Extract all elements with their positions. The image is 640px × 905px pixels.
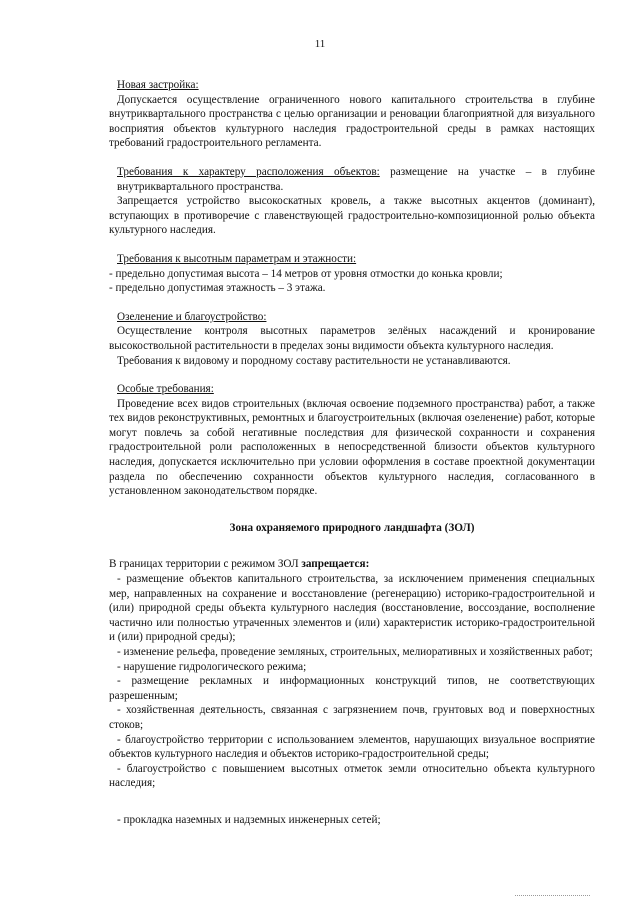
zone-intro (109, 557, 595, 572)
section-heading-height: Требования к высотным параметрам и этажности: (117, 252, 357, 265)
zone-item: - нарушение гидрологического режима; (117, 660, 307, 673)
section-text-location: Запрещается устройство высокоскатных кровель, а также высотных акцентов (доминант), вступающих в противоречие с главенствующей градостроительно-композиционной ролью объекта культурного наследия. (109, 195, 595, 237)
zone-item: - благоустройство с повышением высотных отметок земли относительно объекта культурного наследия; (109, 762, 595, 790)
section-heading-special: Особые требования: (117, 383, 214, 396)
section-heading-location-paragraph (109, 165, 595, 194)
zone-intro-bold: запрещается: (301, 558, 370, 571)
page-number: 11 (314, 38, 326, 50)
zone-item: - размещение рекламных и информационных конструкций типов, не соответствующих разрешенным; (109, 675, 595, 702)
page-content (109, 78, 595, 828)
zone-item: - изменение рельефа, проведение земляных, строительных, мелиоративных и хозяйственных работ; (117, 646, 593, 658)
section-text-landscaping-2: Требования к видовому и породному составу растительности не устанавливаются. (117, 354, 511, 367)
height-item: - предельно допустимая высота – 14 метров от уровня отмостки до конька кровли; (109, 267, 503, 280)
zone-item-last: - прокладка наземных и надземных инженерных сетей; (117, 813, 381, 826)
zone-title: Зона охраняемого природного ландшафта (ЗОЛ) (229, 521, 475, 534)
section-heading-location: Требования к характеру расположения объектов: (117, 165, 380, 178)
zone-intro-text: В границах территории с режимом ЗОЛ (109, 558, 302, 571)
zone-item: - размещение объектов капитального строительства, за исключением применения специальных мер, направленных на сохранение и восстановление (регенерацию) историко-градостроительной и (или) природной среды объекта культурного наследия (восстановление, воссоздание, восполнение частично или полностью утраченных элементов и (или) характеристик историко-градостроительной и (или) природной среды); (109, 573, 595, 644)
section-text-special: Проведение всех видов строительных (включая освоение подземного пространства) работ, а также тех видов реконструктивных, ремонтных и благоустроительных (включая озеленение) работ, которые могут повлечь за собой негативные последствия для физической сохранности и сохранения градостроительной роли расположенных в непосредственной близости объектов культурного наследия, допускается исключительно при условии оформления в составе проектной документации раздела по обеспечению сохранности объектов культурного наследия, согласованного в установленном законодательством порядке. (109, 397, 595, 498)
section-heading-location-rest: размещение на участке – в глубине внутриквартального пространства. (117, 165, 596, 193)
section-text-new-construction: Допускается осуществление ограниченного нового капитального строительства в глубине внутриквартального пространства с целью организации и реновации благоприятной для визуального восприятия объектов культурного наследия градостроительной среды в рамках настоящих требований градостроительного регламента. (109, 93, 595, 150)
footer-dotted-line (515, 895, 590, 896)
height-item: - предельно допустимая этажность – 3 этажа. (109, 282, 326, 295)
zone-item: - благоустройство территории с использованием элементов, нарушающих визуальное восприятие объектов культурного наследия и объектов историко-градостроительной среды; (109, 733, 595, 761)
zone-item: - хозяйственная деятельность, связанная с загрязнением почв, грунтовых вод и поверхностных стоков; (109, 704, 595, 731)
section-heading-new-construction: Новая застройка: (117, 79, 199, 91)
section-heading-landscaping: Озеленение и благоустройство: (117, 310, 267, 323)
section-text-landscaping: Осуществление контроля высотных параметров зелёных насаждений и кронирование высокоствольной растительности в пределах зоны видимости объекта культурного наследия. (109, 325, 595, 352)
